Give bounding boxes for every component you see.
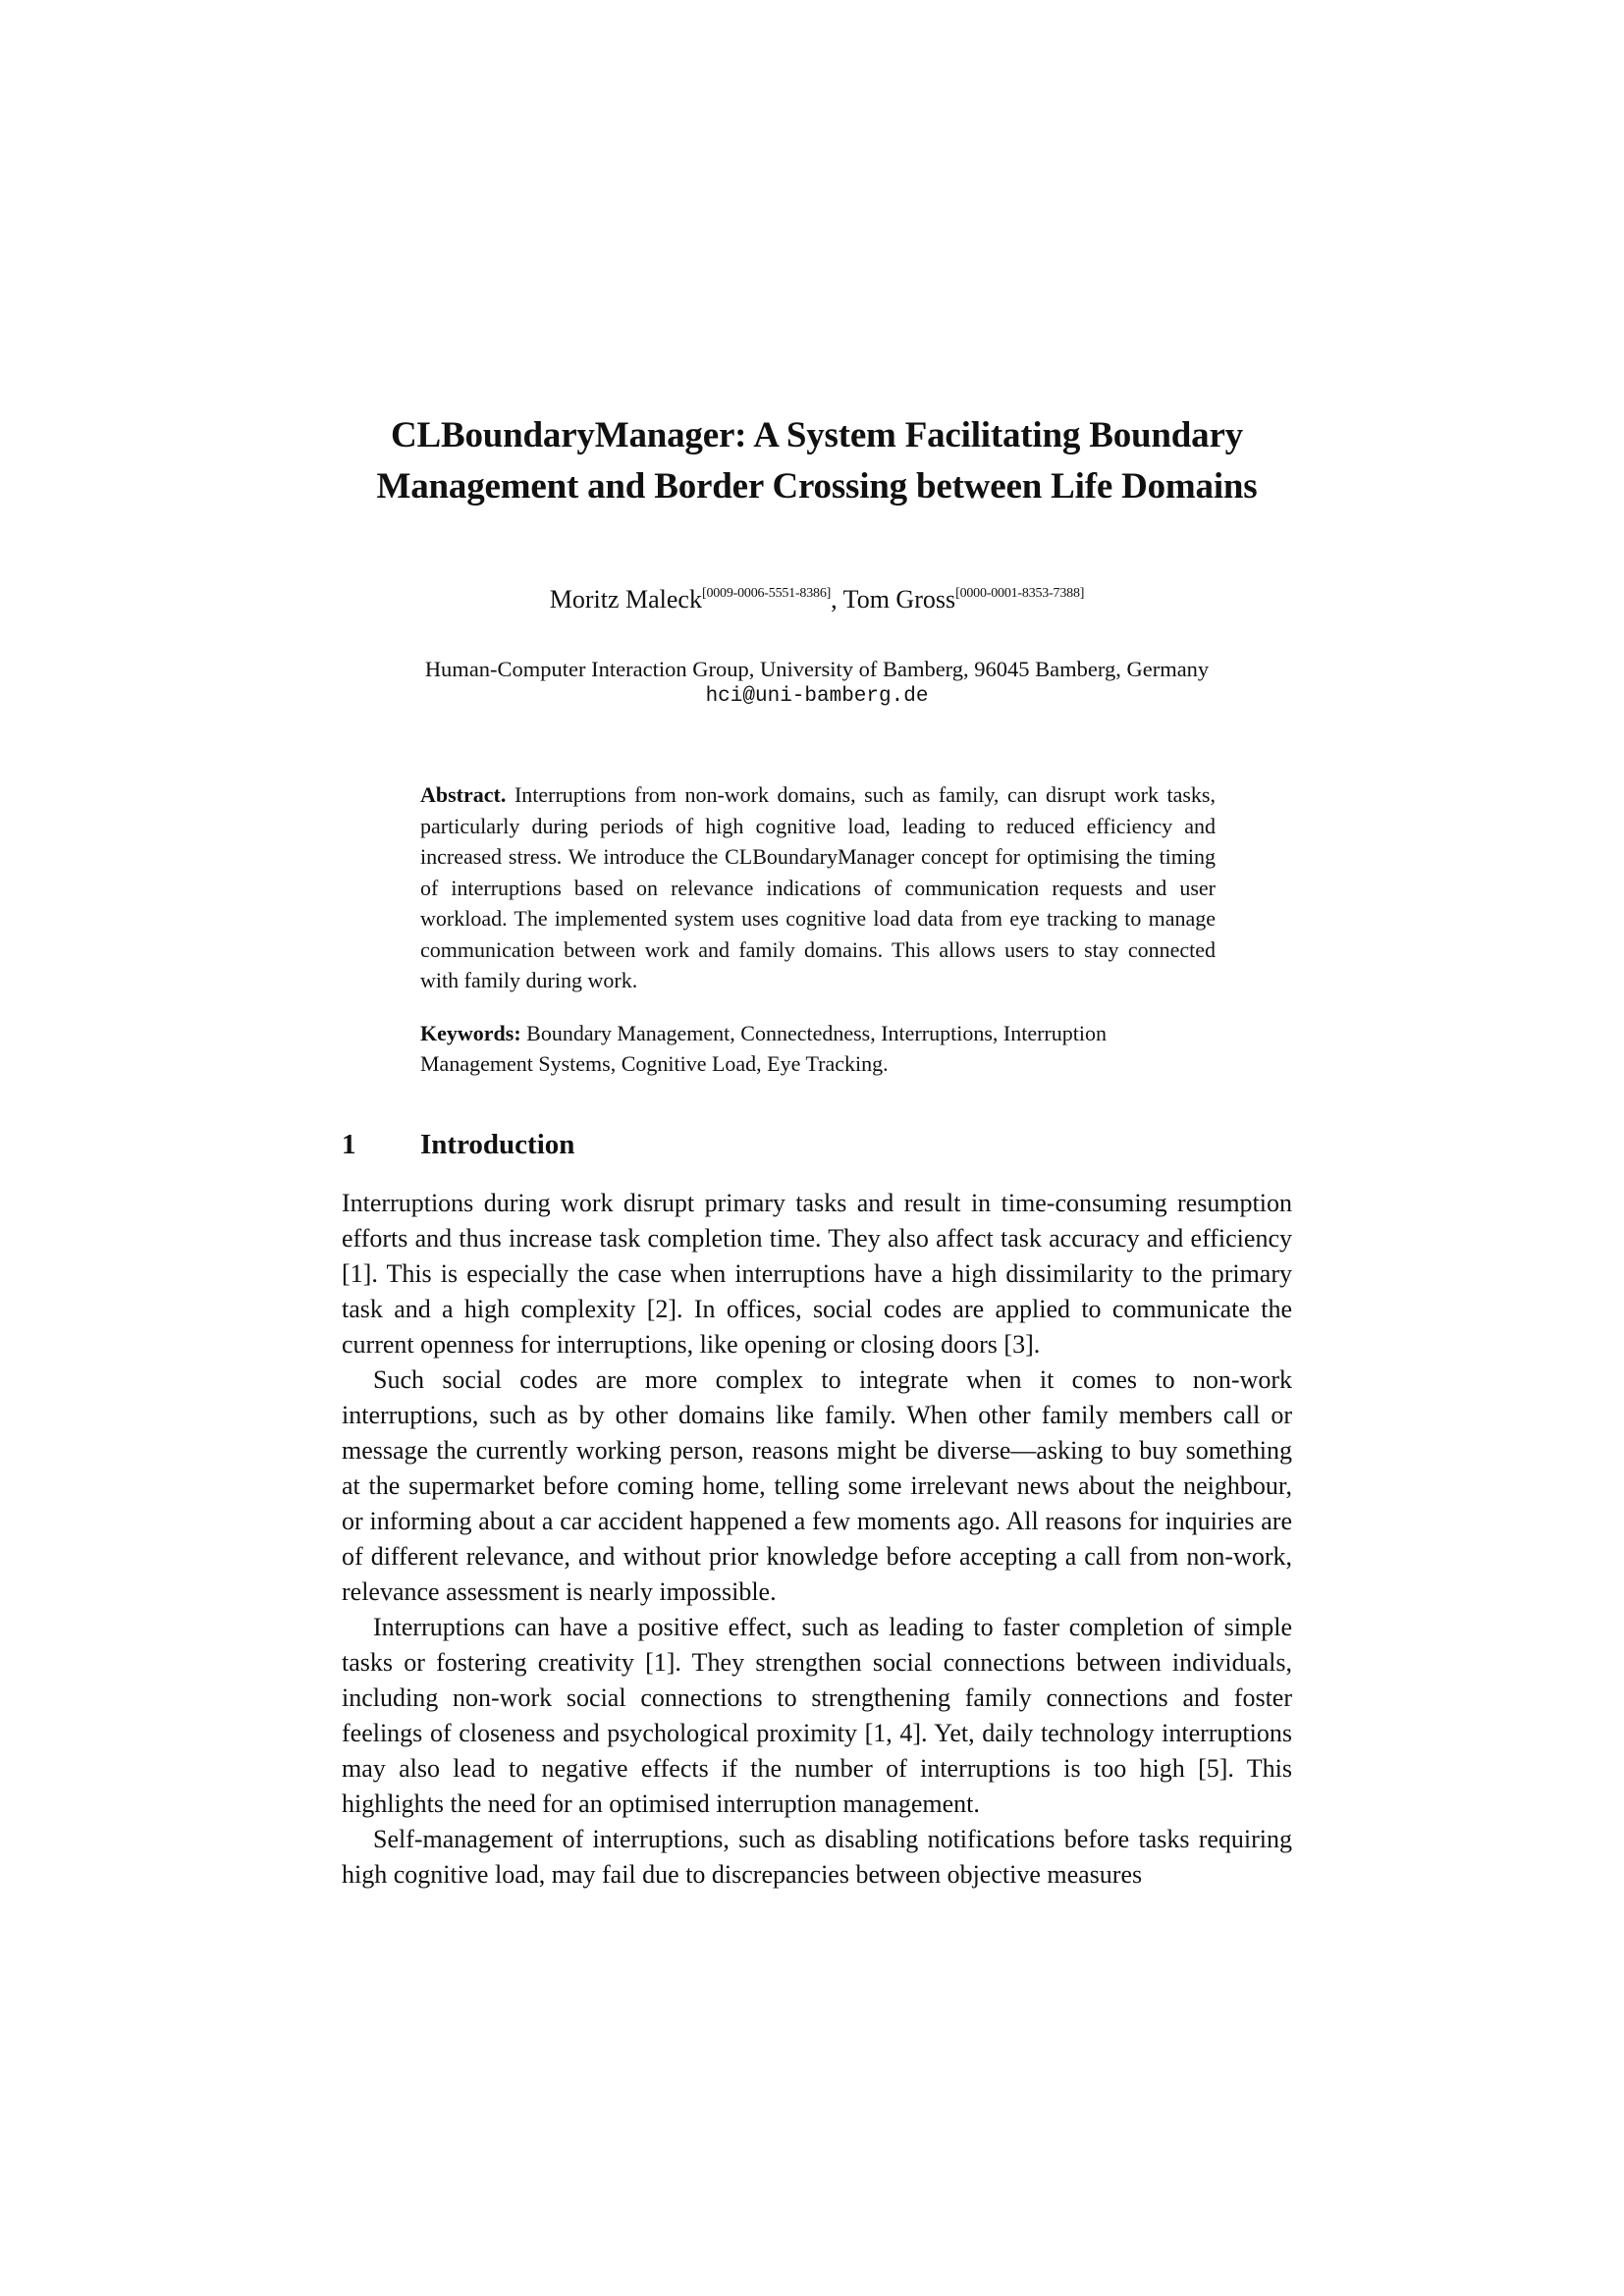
author-separator: , — [831, 585, 843, 614]
abstract-text: Interruptions from non-work domains, such as family, can disrupt work tasks, particularly during periods of high cognitive load, leading to reduced efficiency and increased stress. We introduce the CLBoundaryManager concept for optimising the timing of interruptions based on relevance indications of communication requests and user workload. The implemented system uses cognitive load data from eye tracking to manage communication between work and family domains. This allows users to stay connected with family during work. — [420, 782, 1216, 992]
body-paragraph: Interruptions during work disrupt primary tasks and result in time-consuming resumption efforts and thus increase task completion time. They also affect task accuracy and efficiency [1]. This is especially the case when interruptions have a high dissimilarity to the primary task and a high complexity [2]. In offices, social codes are applied to communicate the current openness for interruptions, like opening or closing doors [3]. — [342, 1188, 1292, 1359]
title-line-2: Management and Border Crossing between Life Domains — [376, 466, 1258, 507]
section-title: Introduction — [420, 1128, 575, 1160]
body-paragraph: Self-management of interruptions, such as disabling notifications before tasks requiring high cognitive load, may fail due to discrepancies between objective measures — [342, 1824, 1292, 1889]
author-orcid: [0009-0006-5551-8386] — [701, 586, 832, 601]
title-line-1: CLBoundaryManager: A System Facilitating Boundary — [391, 415, 1243, 455]
keywords-label: Keywords: — [420, 1020, 521, 1045]
section-number: 1 — [342, 1128, 356, 1160]
keywords-text: Boundary Management, Connectedness, Interruptions, Interruption Management Systems, Cognitive Load, Eye Tracking. — [420, 1020, 1107, 1076]
author-name: Moritz Maleck — [549, 585, 702, 614]
section-heading — [342, 1125, 1292, 1164]
contact-email: hci@uni-bamberg.de — [705, 685, 929, 708]
abstract-label: Abstract. — [420, 782, 507, 807]
paper-title — [342, 410, 1292, 512]
section-body — [342, 1186, 1292, 1893]
affiliation — [342, 656, 1292, 711]
author-orcid: [0000-0001-8353-7388] — [955, 586, 1085, 601]
text-column — [342, 410, 1292, 1893]
abstract — [420, 779, 1216, 996]
affiliation-text: Human-Computer Interaction Group, University of Bamberg, 96045 Bamberg, Germany — [424, 657, 1210, 681]
author-list — [342, 577, 1292, 616]
body-paragraph: Interruptions can have a positive effect, such as leading to faster completion of simple tasks or fostering creativity [1]. They strengthen social connections between individuals, including non-work social connections to strengthening family connections and foster feelings of closeness and psychological proximity [1, 4]. Yet, daily technology interruptions may also lead to negative effects if the number of interruptions is too high [5]. This highlights the need for an optimised interruption management. — [342, 1612, 1292, 1818]
keywords — [420, 1018, 1216, 1080]
author-name: Tom Gross — [842, 585, 956, 614]
body-paragraph: Such social codes are more complex to integrate when it comes to non-work interruptions, such as by other domains like family. When other family members call or message the currently working person, reasons might be diverse—asking to buy something at the supermarket before coming home, telling some irrelevant news about the neighbour, or informing about a car accident happened a few moments ago. All reasons for inquiries are of different relevance, and without prior knowledge before accepting a call from non-work, relevance assessment is nearly impossible. — [342, 1364, 1292, 1606]
